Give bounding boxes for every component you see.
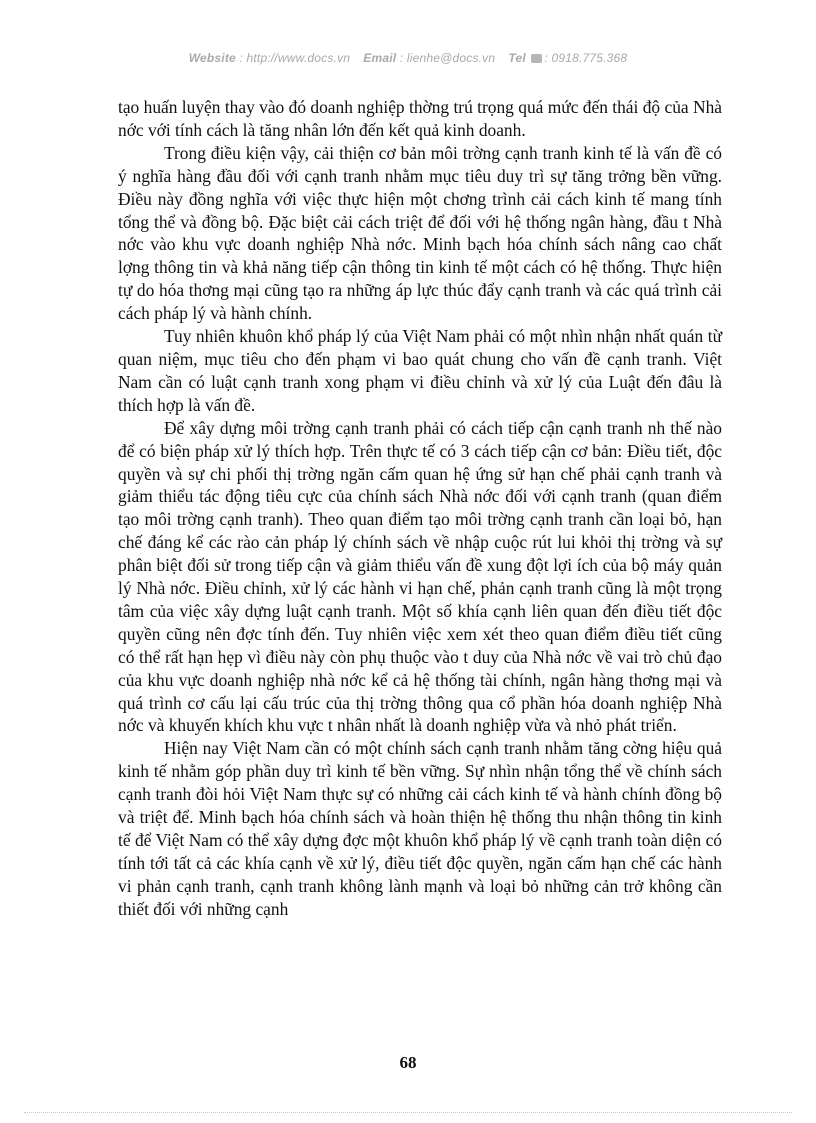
paragraph: Hiện nay Việt Nam cần có một chính sách cạnh tranh nhằm tăng cờng hiệu quả kinh tế nhằm góp phần duy trì kinh tế bền vững. Sự nhìn nhận tổng thể về chính sách cạnh tranh đòi hỏi Việt Nam thực sự có những cải cách kinh tế và hành chính đồng bộ và triệt để. Minh bạch hóa chính sách và hoàn thiện hệ thống thu nhận thông tin kinh tế để Việt Nam có thể xây dựng đợc một khuôn khổ pháp lý về cạnh tranh toàn diện có tính tới tất cả các khía cạnh về xử lý, điều tiết độc quyền, ngăn cấm hạn chế các hành vi phản cạnh tranh, cạnh tranh không lành mạnh và loại bỏ những cản trở không cần thiết đối với những cạnh — [118, 738, 722, 919]
document-body — [118, 96, 722, 921]
website-label: Website — [188, 51, 236, 65]
email-label: Email — [363, 51, 397, 65]
tel-value: : 0918.775.368 — [544, 51, 628, 65]
email-value: : lienhe@docs.vn — [399, 51, 496, 65]
page-border-dotted — [24, 1112, 792, 1113]
website-value: : http://www.docs.vn — [239, 51, 351, 65]
phone-icon — [531, 54, 542, 63]
page-header — [0, 51, 816, 65]
paragraph: Trong điều kiện vậy, cải thiện cơ bản môi trờng cạnh tranh kinh tế là vấn đề có ý nghĩa hàng đầu đối với cạnh tranh nhằm mục tiêu duy trì sự tăng trởng bền vững. Điều này đồng nghĩa với việc thực hiện một chơng trình cải cách kinh tế mang tính tổng thể và đồng bộ. Đặc biệt cải cách triệt để đối với hệ thống ngân hàng, đầu t Nhà nớc vào khu vực doanh nghiệp Nhà nớc. Minh bạch hóa chính sách nâng cao chất lợng thông tin và khả năng tiếp cận thông tin kinh tế một cách có hệ thống. Thực hiện tự do hóa thơng mại cũng tạo ra những áp lực thúc đẩy cạnh tranh và các quá trình cải cách pháp lý và hành chính. — [118, 142, 722, 324]
tel-label: Tel — [508, 51, 526, 65]
paragraph: Tuy nhiên khuôn khổ pháp lý của Việt Nam phải có một nhìn nhận nhất quán từ quan niệm, mục tiêu cho đến phạm vi bao quát chung cho vấn đề cạnh tranh. Việt Nam cần có luật cạnh tranh xong phạm vi điều chỉnh và xử lý của Luật đến đâu là thích hợp là vấn đề. — [118, 326, 722, 415]
paragraph: tạo huấn luyện thay vào đó doanh nghiệp thờng trú trọng quá mức đến thái độ của Nhà nớc với tính cách là tăng nhân lớn đến kết quả kinh doanh. — [118, 97, 722, 140]
page-number: 68 — [399, 1053, 417, 1072]
paragraph: Để xây dựng môi trờng cạnh tranh phải có cách tiếp cận cạnh tranh nh thế nào để có biện pháp xử lý thích hợp. Trên thực tế có 3 cách tiếp cận cơ bản: Điều tiết, độc quyền và sự chi phối thị trờng ngăn cấm quan hệ ứng sử hạn chế phải cạnh tranh và giảm thiểu tác động tiêu cực của chính sách Nhà nớc đối với cạnh tranh (quan điểm tạo môi trờng cạnh tranh). Theo quan điểm tạo môi trờng cạnh tranh cần loại bỏ, hạn chế đáng kể các rào cản pháp lý chính sách về nhập cuộc rút lui khỏi thị trờng và sự phân biệt đối sử trong tiếp cận và giảm thiểu vấn đề xung đột lợi ích của bộ máy quản lý Nhà nớc. Điều chỉnh, xử lý các hành vi hạn chế, phản cạnh tranh cũng là một trọng tâm của việc xây dựng luật cạnh tranh. Một số khía cạnh liên quan đến điều tiết độc quyền cũng nên đợc tính đến. Tuy nhiên việc xem xét theo quan điểm điều tiết cũng có thể rất hạn hẹp vì điều này còn phụ thuộc vào t duy của Nhà nớc về vai trò chủ đạo của khu vực doanh nghiệp nhà nớc kể cả hệ thống tài chính, ngân hàng thơng mại và quá trình cơ cấu lại cấu trúc của thị trờng thông qua cổ phần hóa doanh nghiệp Nhà nớc và khuyến khích khu vực t nhân nhất là doanh nghiệp vừa và nhỏ phát triển. — [118, 417, 722, 736]
